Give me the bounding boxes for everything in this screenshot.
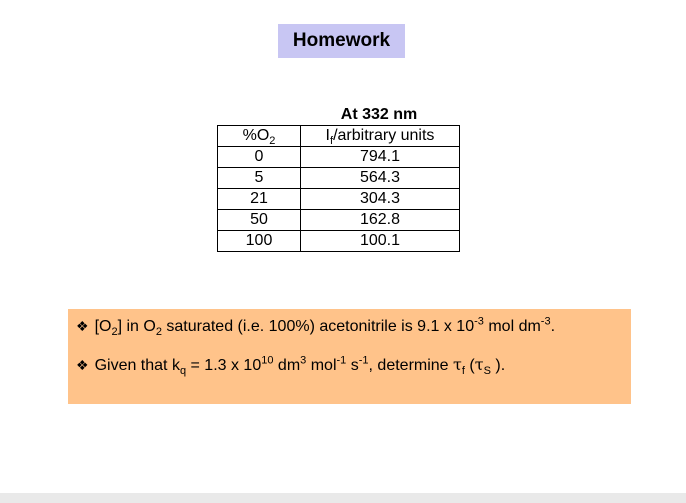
cell-o2: 100 [218, 231, 301, 252]
cell-o2: 0 [218, 147, 301, 168]
homework-notes-box [68, 309, 631, 404]
table-row [218, 147, 460, 168]
cell-o2: 50 [218, 210, 301, 231]
table-row [218, 189, 460, 210]
header-intensity: $I_f$/arbitrary units [301, 126, 460, 147]
cell-intensity: 794.1 [301, 147, 460, 168]
header-o2: $\%O_2$ [218, 126, 301, 147]
cell-intensity: 162.8 [301, 210, 460, 231]
note-oxygen-concentration: ❖ $[O_2]$ in $O_2$ saturated (i.e. 100%) acetonitrile is 9.1 x $10^{-3}$ mol $dm^{-3}$. [76, 315, 556, 339]
data-table [217, 125, 460, 252]
table-row [218, 231, 460, 252]
slide-title-text: Homework [292, 30, 391, 51]
cell-intensity: 100.1 [301, 231, 460, 252]
cell-o2: 21 [218, 189, 301, 210]
slide-title [278, 24, 405, 58]
table-row [218, 210, 460, 231]
note-quenching-constant: ❖ Given that $k_q = 1.3$ x $10^{10}$ $dm^3$ mol$^{-1}$ $s^{-1}$, determine $\tau_f$ ($\tau_S$ ). [76, 354, 506, 378]
table-row [218, 168, 460, 189]
cell-intensity: 304.3 [301, 189, 460, 210]
cell-intensity: 564.3 [301, 168, 460, 189]
table-caption: At 332 nm [340, 106, 418, 123]
table-header-row [218, 126, 460, 147]
diamond-bullet-icon: ❖ [76, 318, 89, 334]
diamond-bullet-icon: ❖ [76, 357, 89, 373]
cell-o2: 5 [218, 168, 301, 189]
